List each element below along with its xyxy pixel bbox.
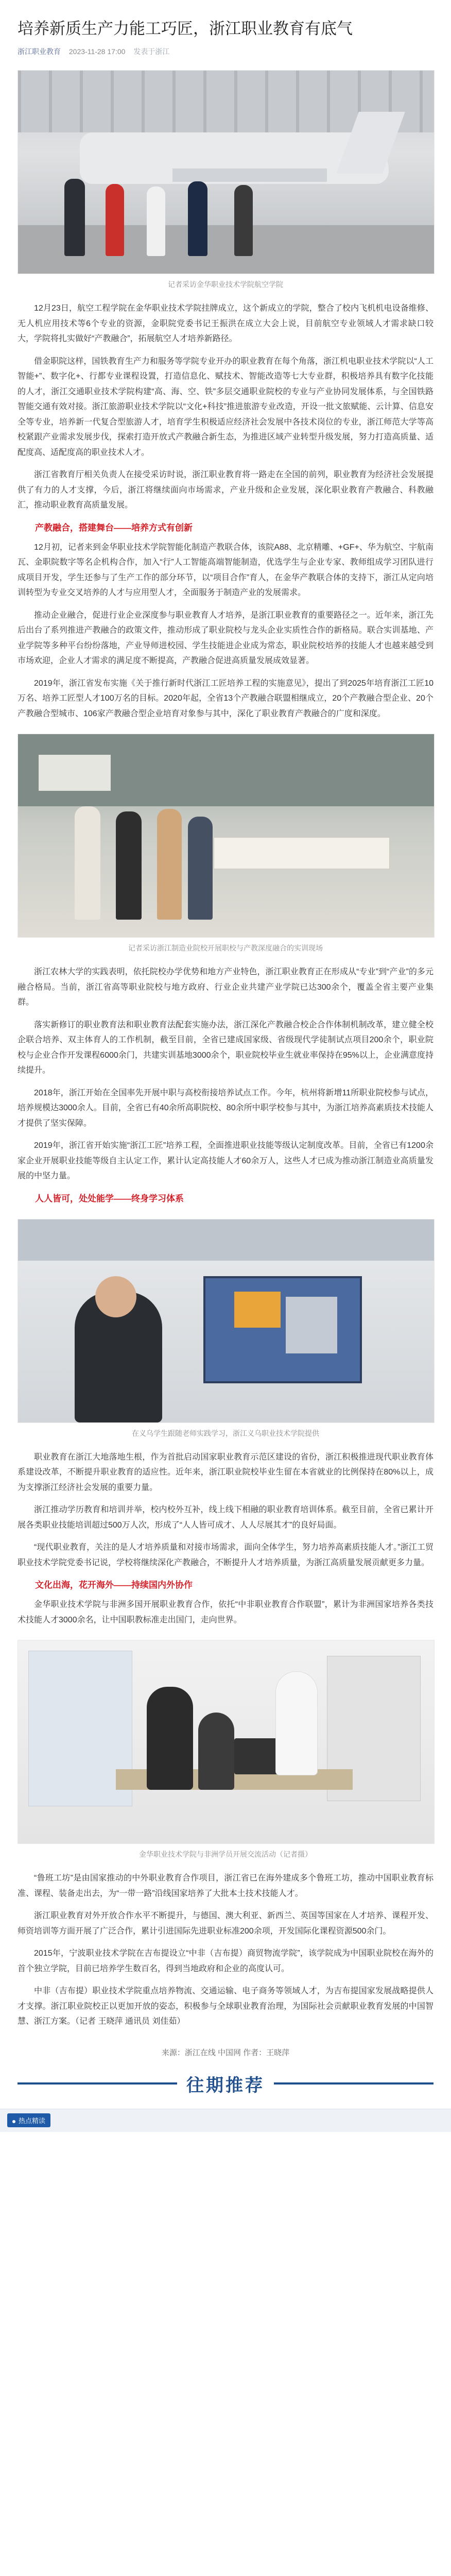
article-source: 来源：浙江在线 中国网 作者：王晓萍 bbox=[161, 2048, 290, 2057]
figure-lab-visit bbox=[18, 734, 433, 953]
figure-hangar bbox=[18, 70, 433, 290]
paragraph: 12月初，记者来到金华职业技术学院智能化制造产教联合体，该院A88、北京精雕、+GF+、华为航空、宇航南瓦、金职院数字等名企机构合作，加入“行”人工智能高端智能制造，优选学生与企业专家、教师组成学习团队进行成项目开发，学生还参与了生产工作的部分环节，以“项目合作”育人，在金华产教联合体的支持下，浙江从定向培训转型为专业交叉培养的人才与应用型人才，全面服务于制造产业的发展需求。 bbox=[18, 543, 433, 597]
machine-panel bbox=[234, 1292, 281, 1328]
related-strip bbox=[0, 2109, 451, 2132]
person-figure bbox=[157, 809, 182, 920]
figure-caption: 记者采访浙江制造业院校开展职校与产教深度融合的实训现场 bbox=[128, 944, 323, 952]
lab-photo bbox=[18, 734, 435, 938]
related-heading: 往期推荐 bbox=[186, 2075, 265, 2095]
figure-workshop bbox=[18, 1219, 433, 1438]
paragraph: 落实新修订的职业教育法和职业教育法配套实施办法，浙江深化产教融合校企合作体制机制改革，建立健全校企联合培养、双主体育人的工作机制，截至目前，全省已建成国家级、省级现代学徒制试点项目200余个，职业院校与企业合作开发课程6000余门，共建实训基地3000余个，职业院校毕业生就业率保持在95%以上，企业满意度持续提升。 bbox=[18, 1020, 433, 1075]
article-meta bbox=[18, 46, 433, 57]
paragraph: 推动企业融合，促进行业企业深度参与职业教育人才培养，是浙江职业教育的重要路径之一。近年来，浙江先后出台了系列推进产教融合的政策文件，推动形成了职业院校与龙头企业实质性合作的新格局。联合实训基地、产业学院等多种平台纷纷落地，产业导师进校园、学生技能进企业成为常态，职业院校培养的技能人才也越来越受到市场欢迎，企业人才需求的满足度不断提高，产教融合促进高质量发展成效显著。 bbox=[18, 611, 433, 665]
workbench bbox=[214, 837, 390, 869]
paragraph: 12月23日，航空工程学院在金华职业技术学院挂牌成立，这个新成立的学院，整合了校内飞机机电设备维修、无人机应用技术等6个专业的资源，金职院党委书记王振洪在成立大会上说，目前航空专业领域人才需求缺口较大，学院将扎实做好“产教融合”，拓展航空人才培养新路径。 bbox=[18, 304, 433, 343]
person-figure bbox=[188, 817, 213, 920]
paragraph: 浙江省教育厅相关负责人在接受采访时说，浙江职业教育将一路走在全国的前列，职业教育为经济社会发展提供了有力的人才支撑，今后，浙江将继续面向市场需求，产业升级和企业发展，深化职业教育产教融合、科教融汇，推动职业教育高质量发展。 bbox=[18, 470, 433, 510]
section-heading: 文化出海，花开海外——持续国内外协作 bbox=[35, 1580, 193, 1590]
person-figure bbox=[234, 185, 253, 256]
person-figure bbox=[147, 1687, 193, 1790]
paragraph: 2019年，浙江省开始实施“浙江工匠”培养工程，全面推进职业技能等级认定制度改革。目前，全省已有1200余家企业开展职业技能等级自主认定工作，累计认定高技能人才60余万人，这些人才已成为推动浙江制造业高质量发展的中坚力量。 bbox=[18, 1141, 433, 1180]
related-heading-bar bbox=[18, 2071, 433, 2096]
account-name-link[interactable]: 浙江职业教育 bbox=[18, 47, 61, 56]
machine-frame bbox=[286, 1297, 337, 1353]
person-figure bbox=[188, 181, 207, 256]
paragraph: 金华职业技术学院与非洲多国开展职业教育合作，依托“中非职业教育合作联盟”，累计为非洲国家培养各类技术技能人才3000余名，让中国职教标准走出国门，走向世界。 bbox=[18, 1600, 433, 1624]
paragraph: 浙江职业教育对外开放合作水平不断提升，与德国、澳大利亚、新西兰、英国等国家在人才培养、课程开发、师资培训等方面开展了广泛合作，累计引进国际先进职业标准200余项，开发国际化课程资源500余门。 bbox=[18, 1911, 433, 1936]
figure-caption: 记者采访金华职业技术学院航空学院 bbox=[168, 280, 283, 289]
person-figure bbox=[106, 184, 124, 256]
person-figure bbox=[75, 806, 100, 920]
figure-caption: 金华职业技术学院与非洲学员开展交流活动（记者摄） bbox=[139, 1850, 312, 1858]
hangar-photo bbox=[18, 70, 435, 274]
workshop-photo bbox=[18, 1219, 435, 1423]
machine-cabinet bbox=[203, 1276, 362, 1383]
publish-time: 2023-11-28 17:00 bbox=[68, 47, 126, 56]
paragraph: 2015年，宁波职业技术学院在吉布提设立“中非（吉布提）商贸物流学院”，该学院成为中国职业院校在海外的首个独立学院，目前已培养学生数百名，得到当地政府和企业的高度认可。 bbox=[18, 1949, 433, 1973]
paragraph: 借金职院这样，国铁教育生产力和服务等学院专业开办的职业教育在每个角落，浙江机电职业技术学院以“人工智能+”、数字化+、行都专业课程设置，打造信息化、赋技术、智能改造等七大专业群，积极培养具有数字化技能的人才，浙江交通职业技术学院构建“高、海、空、铁”多层交通职业院校的专业与产业协同发展体系，与全国铁路智能交通有效对接。浙江旅游职业技术学院以“文化+科技”推进旅游专业改造，开设一批文旅赋能、云计算、信息安全等专业，培养新一代复合型旅游人才，培育学生积极适应经济社会发展中各技术岗位的专业，浙江师范大学等高校紧跟产业需求发展步伐，探索打造开放式产教融合新生态，为推进区域产业转型升级发展，努力打造高质量、适配度高、适配度高的职业技术人才。 bbox=[18, 357, 433, 457]
article-title: 培养新质生产力能工巧匠，浙江职业教育有底气 bbox=[18, 20, 353, 38]
paragraph: “鲁班工坊”是由国家推动的中外职业教育合作项目，浙江省已在海外建成多个鲁班工坊，推动中国职业教育标准、课程、装备走出去，为“一带一路”沿线国家培养了大批本土技术技能人才。 bbox=[18, 1874, 433, 1898]
paragraph: 职业教育在浙江大地落地生根，作为首批启动国家职业教育示范区建设的省份，浙江积极推进现代职业教育体系建设改革，不断提升职业教育的适应性。近年来，浙江职业院校毕业生留在本省就业的比例保持在80%以上，成为支撑浙江经济社会发展的重要力量。 bbox=[18, 1452, 433, 1492]
paragraph: 中非（吉布提）职业技术学院重点培养物流、交通运输、电子商务等领域人才，为吉布提国家发展战略提供人才支撑。浙江职业院校正以更加开放的姿态，积极参与全球职业教育治理，为国际社会贡献职业教育发展的中国智慧、浙江方案。（记者 王晓萍 通讯员 刘佳茹） bbox=[18, 1987, 433, 2026]
hot-topic-tag[interactable] bbox=[7, 2113, 50, 2127]
publish-region: 发表于浙江 bbox=[133, 47, 170, 56]
person-figure bbox=[64, 179, 85, 256]
divider bbox=[274, 2082, 433, 2084]
paragraph: 浙江推动学历教育和培训并举，校内校外互补，线上线下相融的职业教育培训体系。截至目前，全省已累计开展各类职业技能培训超过500万人次，形成了“人人皆可成才、人人尽展其才”的良好局面。 bbox=[18, 1505, 433, 1530]
wall-board bbox=[39, 755, 111, 791]
person-figure bbox=[147, 187, 165, 256]
section-heading: 产教融合，搭建舞台——培养方式有创新 bbox=[35, 522, 193, 533]
figure-international bbox=[18, 1640, 433, 1859]
hot-topic-label: 热点精读 bbox=[19, 2117, 46, 2125]
airplane-wing bbox=[172, 168, 327, 182]
paragraph: 2019年，浙江省发布实施《关于推行新时代浙江工匠培养工程的实施意见》，提出了到2025年培育浙江工匠10万名、培养工匠型人才100万名的目标。2020年起，全省13个产教融合联盟相继成立，20个产教融合型企业、20个产教融合型城市、106家产教融合型企业培育对象参与其中，深化了职业教育产教融合的广度和深度。 bbox=[18, 679, 433, 718]
student-head bbox=[95, 1276, 136, 1317]
divider bbox=[18, 2082, 177, 2084]
section-heading: 人人皆可，处处能学——终身学习体系 bbox=[35, 1193, 184, 1204]
paragraph: 2018年，浙江开始在全国率先开展中职与高校衔接培养试点工作。今年，杭州将新增11所职业院校参与试点，培养规模达3000余人。目前，全省已有40余所高职院校、80余所中职学校参与其中，为浙江培养高素质技术技能人才提供了坚实保障。 bbox=[18, 1088, 433, 1128]
person-figure bbox=[198, 1713, 234, 1790]
figure-caption: 在义乌学生跟随老师实践学习，浙江义乌职业技术学院提供 bbox=[132, 1429, 319, 1437]
paragraph: “现代职业教育，关注的是人才培养质量和对接市场需求，面向全体学生，努力培养高素质技能人才。”浙江工贸职业技术学院党委书记说，学校将继续深化产教融合，不断提升人才培养质量，为浙江高质量发展贡献更多力量。 bbox=[18, 1543, 433, 1567]
person-figure bbox=[116, 811, 142, 920]
international-photo bbox=[18, 1640, 435, 1844]
bullet-icon bbox=[12, 2120, 15, 2123]
paragraph: 浙江农林大学的实践表明，依托院校办学优势和地方产业特色，浙江职业教育正在形成从“专业”到“产业”的多元融合格局。当前，浙江省高等职业院校与地方政府、行业企业共建产业学院已达300余个，覆盖全省主要产业集群。 bbox=[18, 968, 433, 1007]
workshop-ceiling bbox=[18, 1219, 434, 1261]
person-figure bbox=[275, 1671, 318, 1775]
